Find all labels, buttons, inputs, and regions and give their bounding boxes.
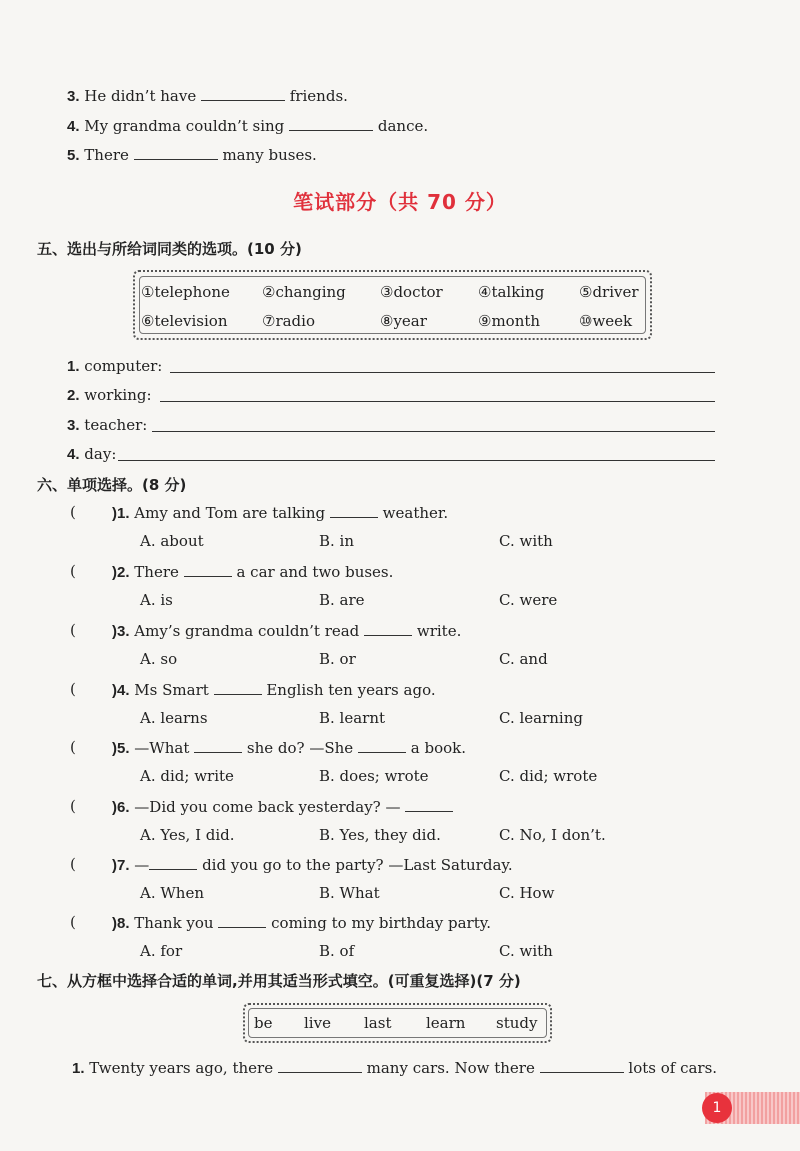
answer-line[interactable] [118,460,715,461]
item-text: many buses. [222,146,317,164]
item-number: 3. [67,417,80,434]
item-text: Twenty years ago, there [89,1059,274,1077]
fill-question-1 [72,1058,717,1077]
option-c: C. learning [499,709,583,727]
section6-heading: 六、单项选择。(8 分) [37,476,187,494]
option-a: A. did; write [140,767,234,785]
answer-blank[interactable] [134,145,218,160]
item-text: did you go to the party? —Last Saturday. [202,856,513,874]
word-option: ①telephone [141,283,230,301]
answer-blank[interactable] [405,797,453,812]
answer-blank[interactable] [330,503,378,518]
item-text: English ten years ago. [266,681,436,699]
item-text: teacher: [84,416,148,434]
item-text: Amy’s grandma couldn’t read [134,622,360,640]
written-section-title: 笔试部分（共 70 分） [293,190,507,214]
item-number: )8. [112,915,130,932]
section5-heading: 五、选出与所给词同类的选项。(10 分) [37,240,302,258]
item-number: 1. [67,358,80,375]
word-option: ⑩week [579,312,633,330]
answer-blank[interactable] [201,86,285,101]
word-option: ②changing [262,283,346,301]
item-number: )5. [112,740,130,757]
choice-question-6 [112,797,453,816]
answer-line[interactable] [170,372,715,373]
option-b: B. What [319,884,380,902]
classify-question-4 [67,445,116,463]
option-c: C. with [499,532,553,550]
item-text: dance. [377,117,429,135]
option-b: B. in [319,532,355,550]
answer-blank[interactable] [278,1058,362,1073]
word-option: ⑦radio [262,312,315,330]
answer-blank[interactable] [184,562,232,577]
choice-question-1 [112,503,448,522]
item-text: day: [84,445,117,463]
option-b: B. learnt [319,709,386,727]
word-option: learn [426,1014,466,1032]
answer-blank[interactable] [149,855,197,870]
section7-heading: 七、从方框中选择合适的单词,并用其适当形式填空。(可重复选择)(7 分) [37,972,521,990]
option-c: C. No, I don’t. [499,826,606,844]
option-b: B. Yes, they did. [319,826,441,844]
item-number: )2. [112,564,130,581]
answer-blank[interactable] [214,680,262,695]
answer-blank[interactable] [289,116,373,131]
item-number: 5. [67,147,80,164]
item-text: My grandma couldn’t sing [84,117,285,135]
answer-paren[interactable]: ( [70,913,76,931]
fill-item-3 [67,86,348,105]
item-number: 1. [72,1060,85,1077]
answer-blank[interactable] [358,738,406,753]
answer-blank[interactable] [540,1058,624,1073]
option-b: B. or [319,650,356,668]
answer-blank[interactable] [194,738,242,753]
option-b: B. of [319,942,355,960]
choice-question-3 [112,621,461,640]
fill-item-5 [67,145,317,164]
item-text: many cars. Now there [366,1059,535,1077]
option-c: C. How [499,884,555,902]
answer-paren[interactable]: ( [70,503,76,521]
item-number: 4. [67,118,80,135]
choice-question-8 [112,913,491,932]
answer-line[interactable] [160,401,715,402]
option-a: A. Yes, I did. [140,826,235,844]
classify-question-2 [67,386,152,404]
page-number: 1 [702,1093,732,1123]
item-text: friends. [289,87,348,105]
option-c: C. with [499,942,553,960]
word-option: be [254,1014,273,1032]
answer-paren[interactable]: ( [70,855,76,873]
option-b: B. are [319,591,365,609]
word-option: last [364,1014,392,1032]
item-text: computer: [84,357,163,375]
item-text: —What [134,739,190,757]
fill-item-4 [67,116,428,135]
item-text: a book. [410,739,466,757]
option-a: A. so [140,650,178,668]
option-c: C. were [499,591,558,609]
item-number: 3. [67,88,80,105]
word-option: ⑤driver [579,283,639,301]
classify-question-3 [67,416,147,434]
answer-line[interactable] [152,431,715,432]
item-text: He didn’t have [84,87,197,105]
item-text: she do? —She [246,739,354,757]
item-text: — [134,856,150,874]
answer-paren[interactable]: ( [70,738,76,756]
option-a: A. for [140,942,183,960]
item-number: )1. [112,505,130,522]
option-c: C. and [499,650,548,668]
choice-question-7 [112,855,513,874]
choice-question-5 [112,738,466,757]
option-a: A. When [140,884,204,902]
word-option: ④talking [478,283,545,301]
option-c: C. did; wrote [499,767,598,785]
option-a: A. about [140,532,204,550]
item-text: —Did you come back yesterday? — [134,798,401,816]
item-text: There [134,563,179,581]
word-option: ⑧year [380,312,427,330]
item-number: )6. [112,799,130,816]
answer-paren[interactable]: ( [70,562,76,580]
item-text: coming to my birthday party. [271,914,491,932]
item-text: lots of cars. [628,1059,718,1077]
word-option: ⑨month [478,312,541,330]
choice-question-2 [112,562,393,581]
item-text: There [84,146,129,164]
word-option: ⑥television [141,312,228,330]
item-text: Ms Smart [134,681,209,699]
option-a: A. is [140,591,173,609]
item-number: 2. [67,387,80,404]
word-option: ③doctor [380,283,443,301]
item-text: weather. [382,504,449,522]
item-text: write. [416,622,462,640]
item-text: a car and two buses. [236,563,394,581]
choice-question-4 [112,680,436,699]
word-option: study [496,1014,538,1032]
option-b: B. does; wrote [319,767,429,785]
item-number: )4. [112,682,130,699]
item-text: Thank you [134,914,214,932]
item-text: Amy and Tom are talking [134,504,326,522]
classify-question-1 [67,357,162,375]
option-a: A. learns [140,709,208,727]
answer-blank[interactable] [364,621,412,636]
item-number: )7. [112,857,130,874]
word-option: live [304,1014,331,1032]
item-number: )3. [112,623,130,640]
answer-paren[interactable]: ( [70,680,76,698]
answer-paren[interactable]: ( [70,797,76,815]
answer-paren[interactable]: ( [70,621,76,639]
item-number: 4. [67,446,80,463]
answer-blank[interactable] [218,913,266,928]
item-text: working: [84,386,152,404]
